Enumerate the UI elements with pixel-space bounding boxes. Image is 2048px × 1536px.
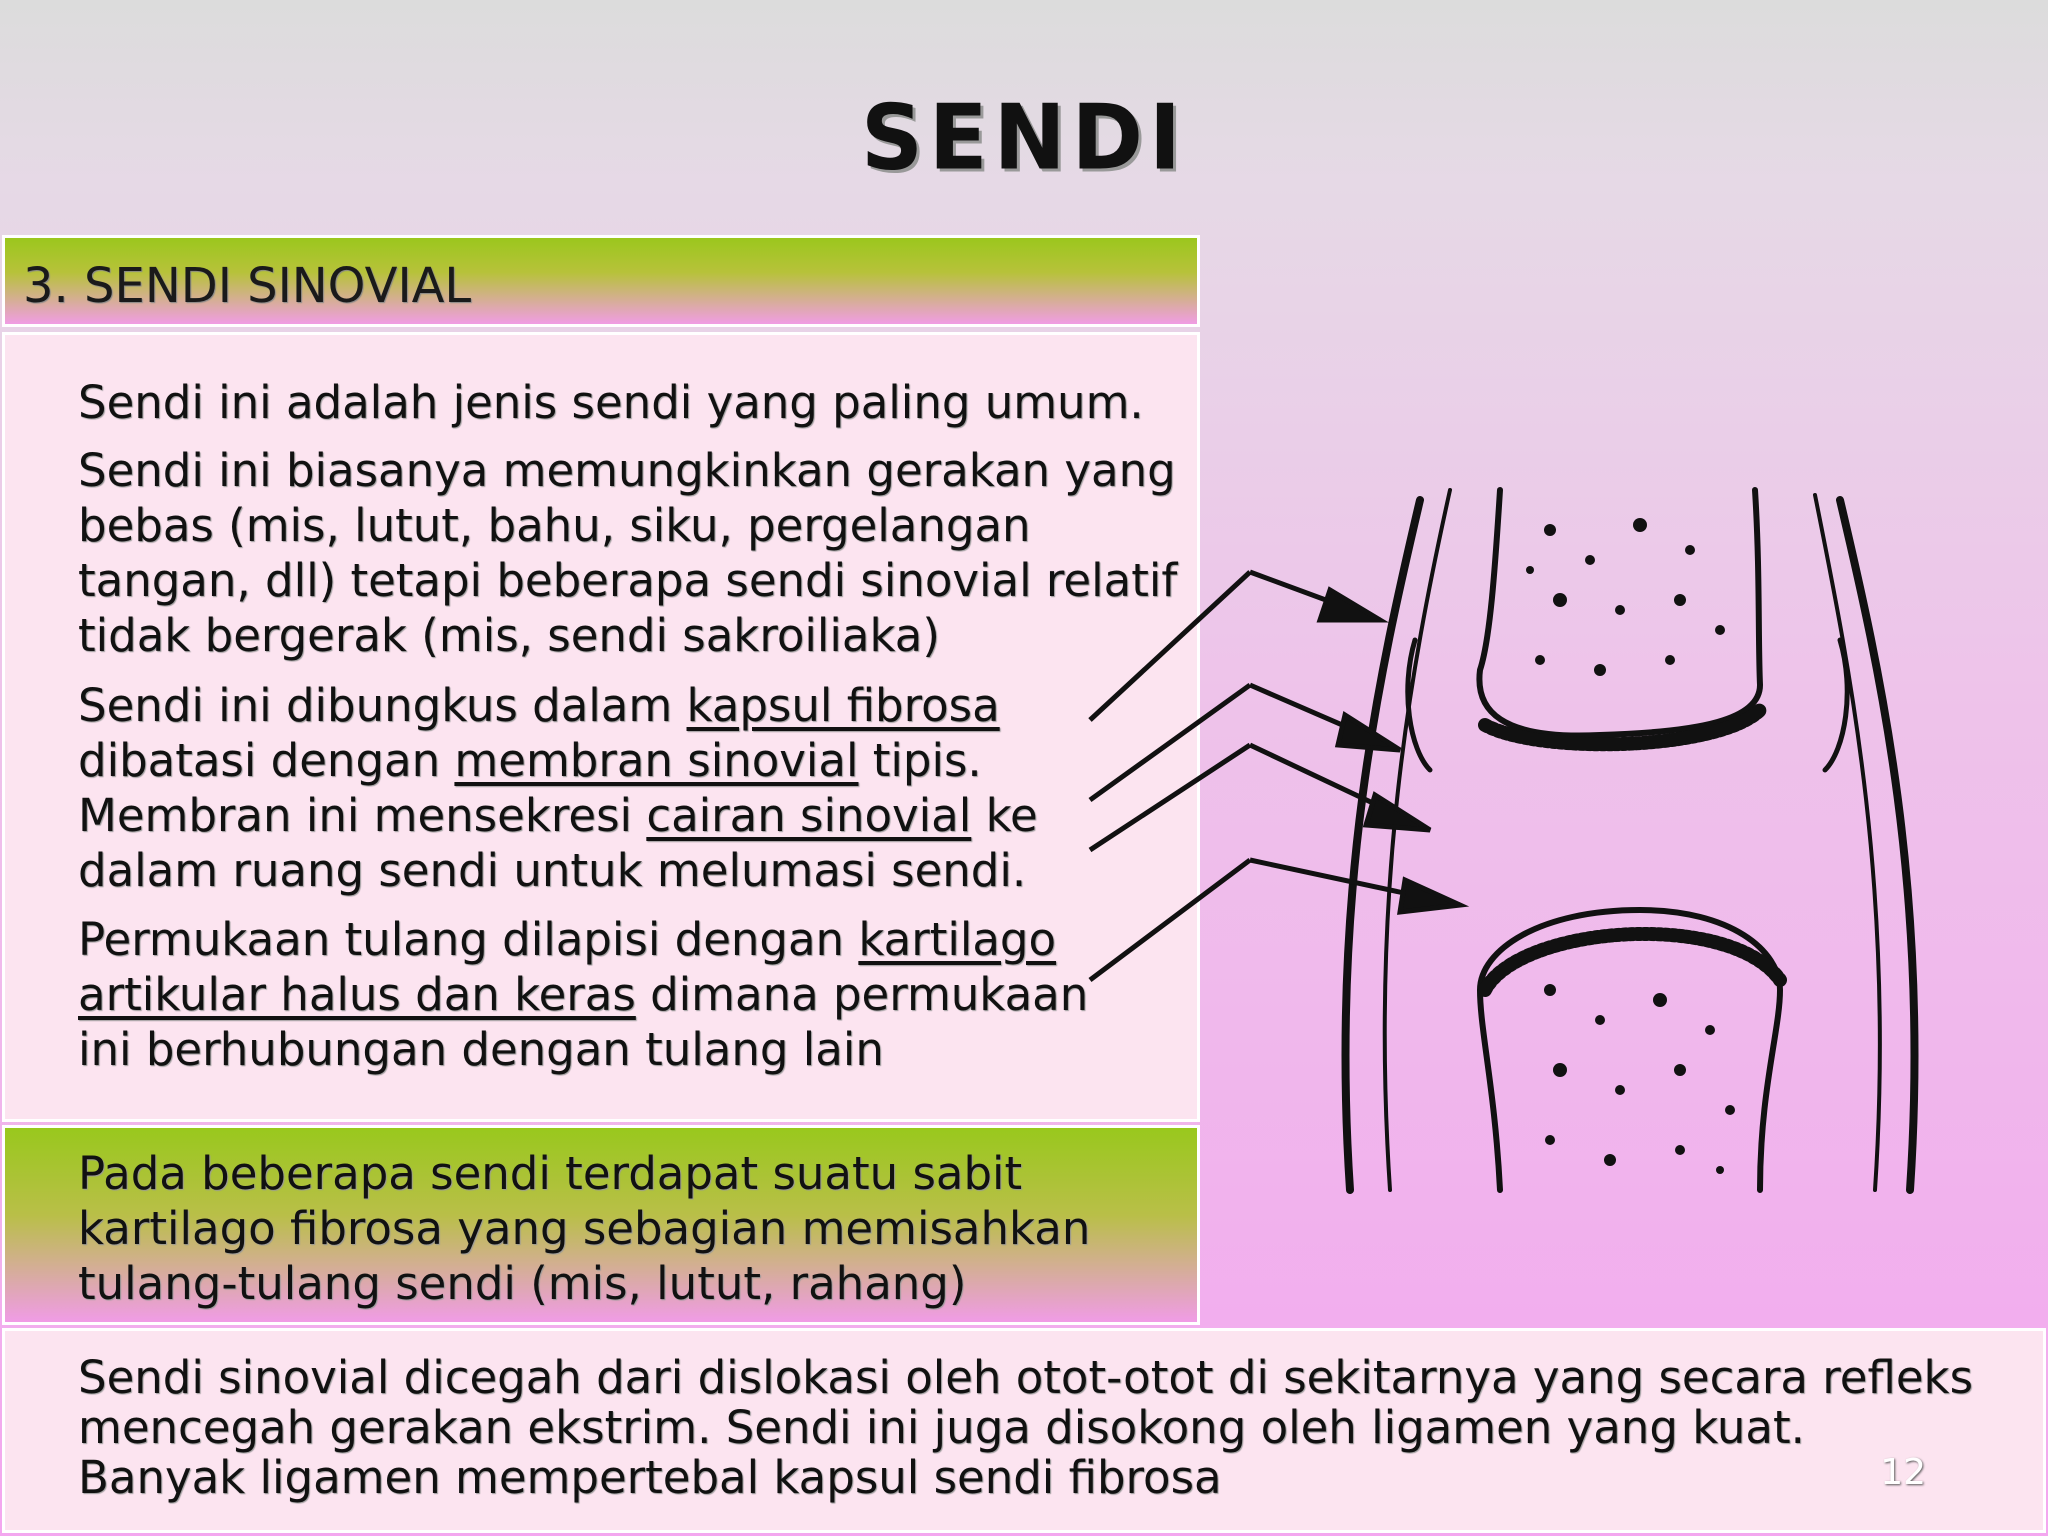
paragraph-3 [78,678,1078,898]
pointer-arrows [1090,572,1460,980]
lower-cartilage [1485,934,1780,990]
paragraph-3-text-1: Sendi ini dibungkus dalam [78,679,687,732]
paragraph-3-text-4: ke dalam ruang sendi untuk melumasi sendi. [78,789,1038,897]
term-kartilago-artikular: kartilago artikular halus dan keras [78,913,1057,1021]
section-header-bar [2,235,1200,327]
synovial-joint-diagram [1080,470,1960,1210]
bone-marrow-spots [1526,518,1735,1174]
paragraph-3-text-2: dibatasi dengan [78,734,455,787]
page-number: 12 [1880,1452,1926,1493]
outer-capsule-right [1840,500,1915,1190]
meniscus-note: Pada beberapa sendi terdapat suatu sabit kartilago fibrosa yang sebagian memisahkan tulang-tulang sendi (mis, lutut, rahang) [78,1147,1091,1310]
paragraph-1: Sendi ini adalah jenis sendi yang paling umum. [78,376,1144,429]
synovial-membrane-right [1825,640,1847,770]
bottom-paragraph: Sendi sinovial dicegah dari dislokasi oleh otot-otot di sekitarnya yang secara refleks mencegah gerakan ekstrim. Sendi ini juga disokong oleh ligamen yang kuat. Banyak ligamen mempertebal kapsul sendi fibrosa [78,1351,1974,1504]
slide-title: SENDI [860,85,1188,191]
paragraph-4-text-2: dimana permukaan ini berhubungan dengan tulang lain [78,968,1089,1076]
paragraph-3-text-3: tipis. Membran ini mensekresi [78,734,982,842]
paragraph-2: Sendi ini biasanya memungkinkan gerakan yang bebas (mis, lutut, bahu, siku, pergelangan tangan, dll) tetapi beberapa sendi sinovial relatif tidak bergerak (mis, sendi sakroiliaka) [78,444,1178,662]
outer-capsule-right-inner [1815,495,1880,1190]
section-header: 3. SENDI SINOVIAL [23,258,472,314]
term-cairan-sinovial: cairan sinovial [646,789,972,842]
paragraph-4-text-1: Permukaan tulang dilapisi dengan [78,913,859,966]
term-membran-sinovial: membran sinovial [454,734,859,787]
term-kapsul-fibrosa: kapsul fibrosa [686,679,1000,732]
paragraph-4 [78,912,1138,1077]
